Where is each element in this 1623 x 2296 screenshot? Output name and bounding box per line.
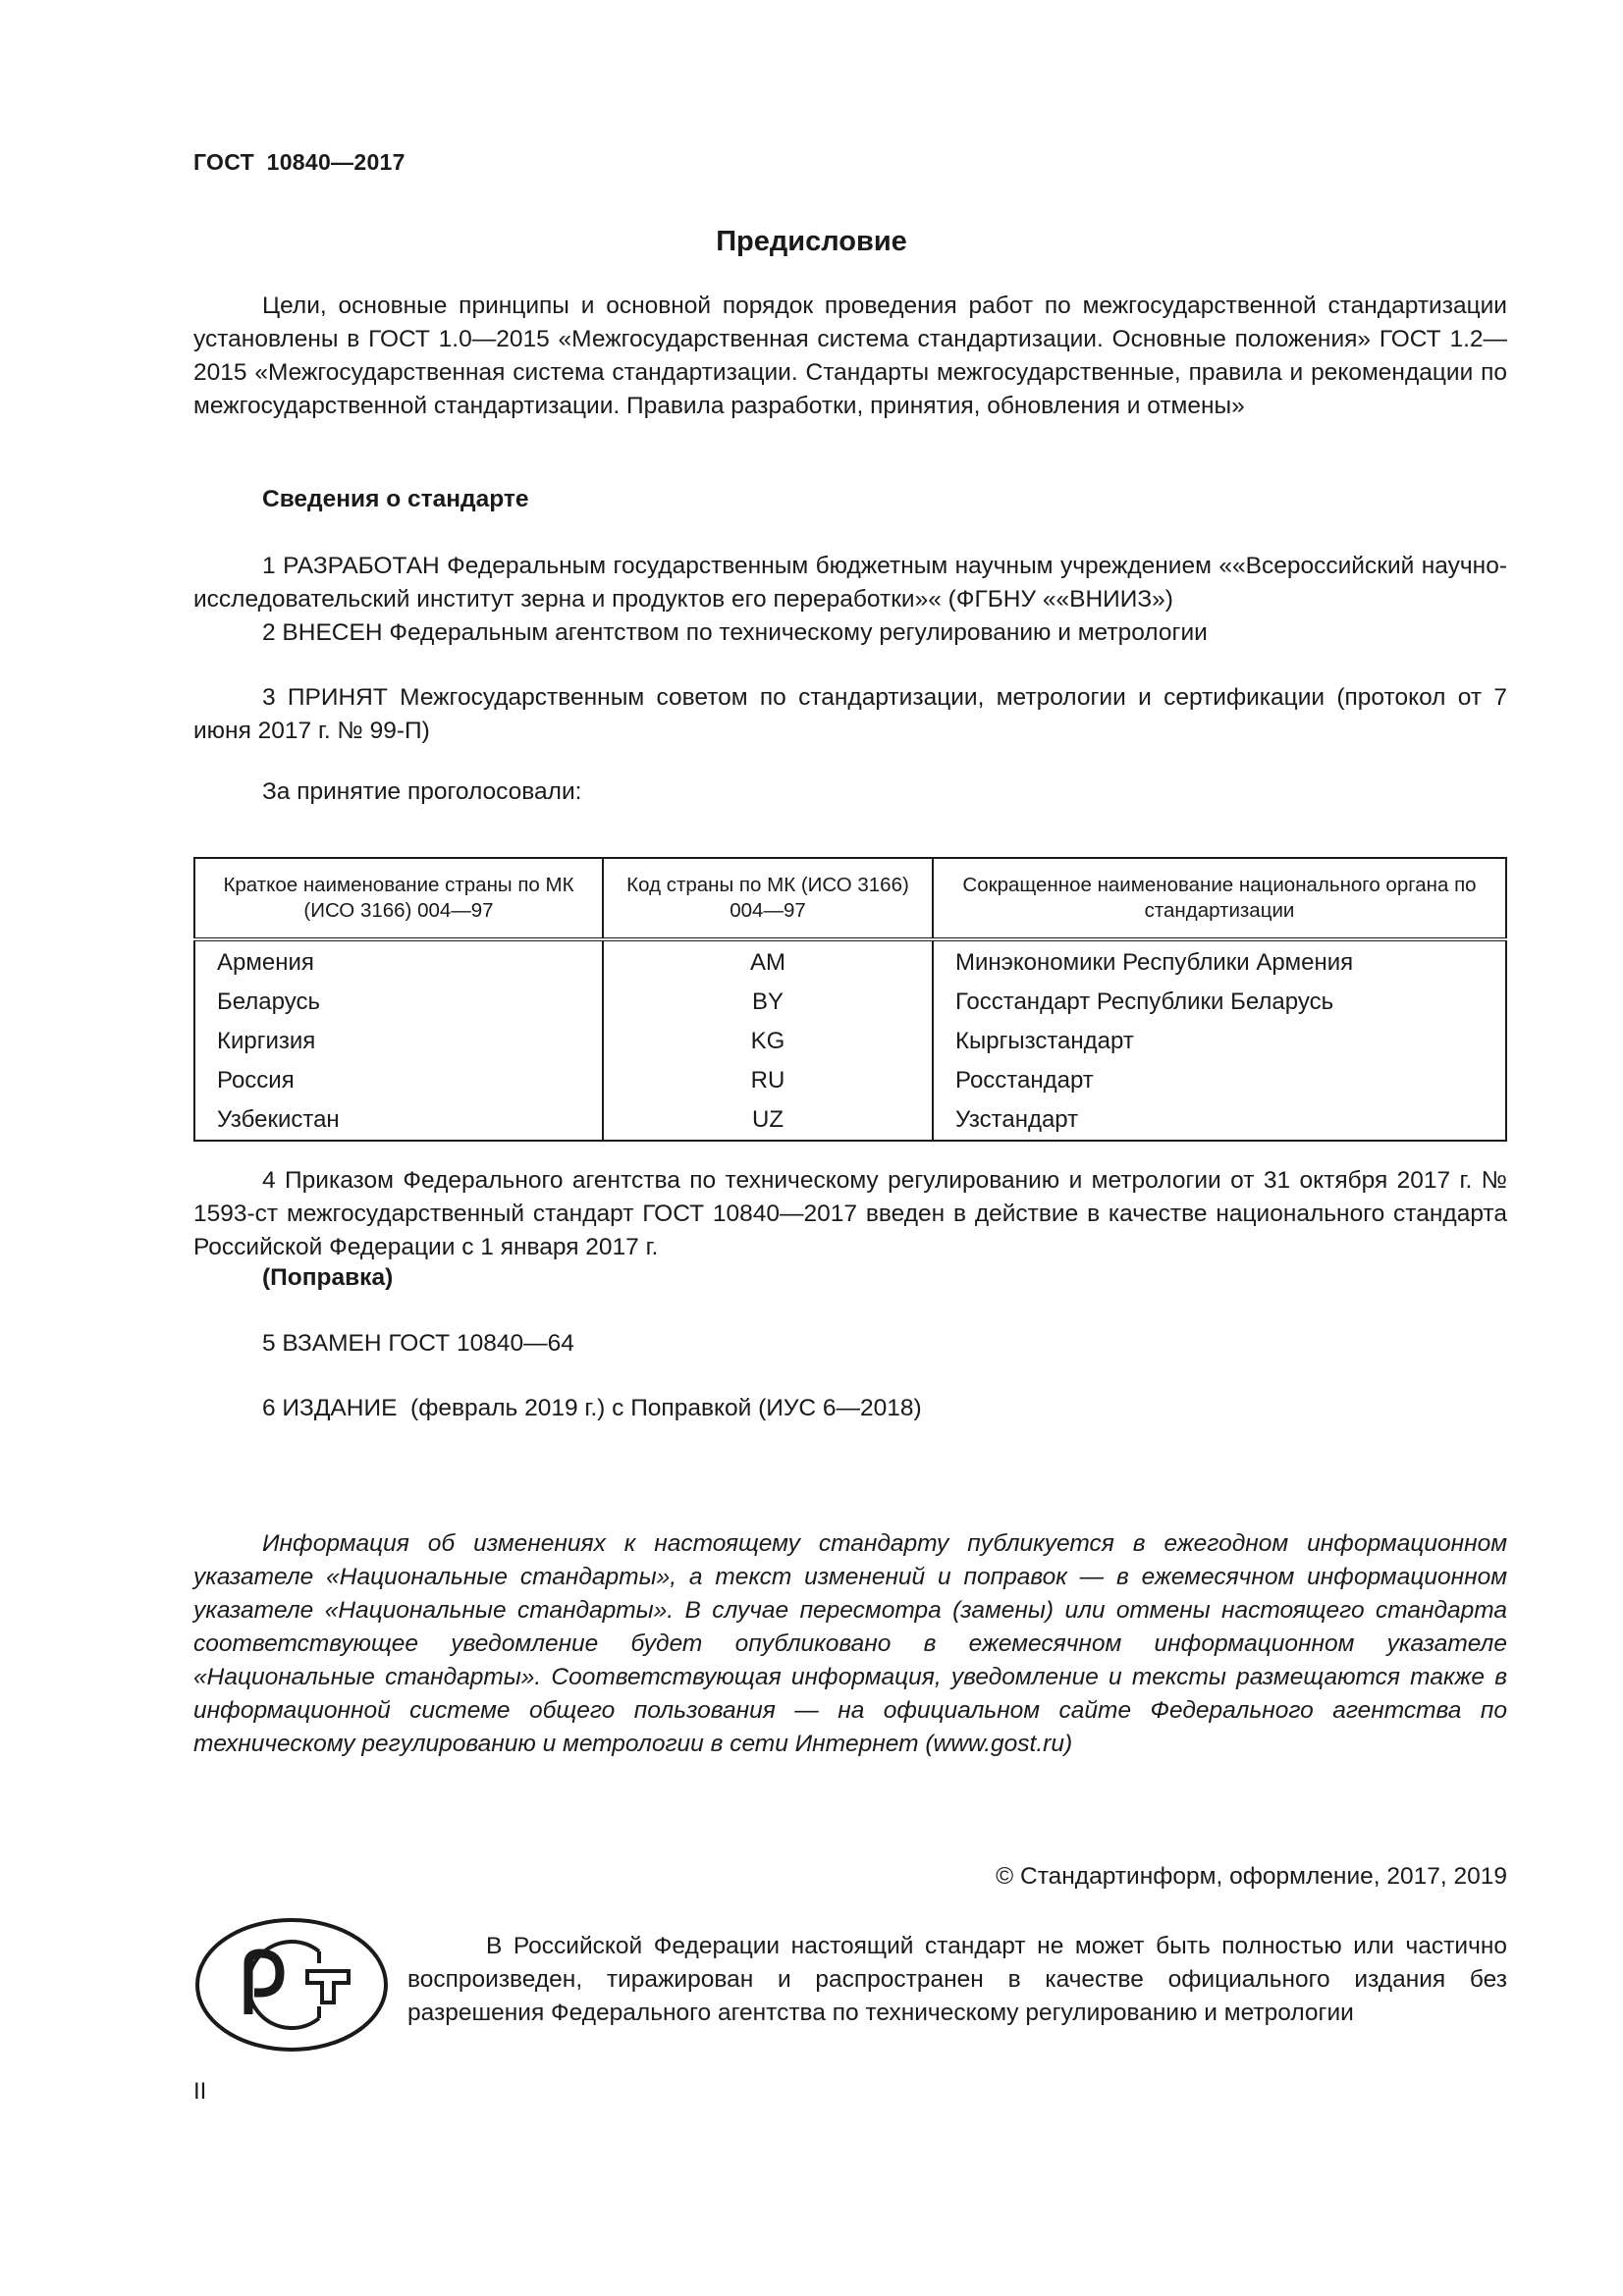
cell-country: Россия [194, 1061, 603, 1100]
standard-info-heading: Сведения о стандарте [262, 486, 529, 512]
cell-country: Беларусь [194, 983, 603, 1022]
header-national-body: Сокращенное наименование национального органа по стандартизации [933, 858, 1506, 939]
page-title: Предисловие [716, 226, 907, 257]
cell-code: AM [603, 939, 933, 983]
cell-body: Минэкономики Республики Армения [933, 939, 1506, 983]
cell-code: UZ [603, 1100, 933, 1141]
voted-label: За принятие проголосовали: [262, 778, 582, 805]
item-adopted: 3 ПРИНЯТ Межгосударственным советом по стандартизации, метрологии и сертификации (протокол от 7 июня 2017 г. № 99-П) [193, 684, 1507, 744]
item-order: 4 Приказом Федерального агентства по техническому регулированию и метрологии от 31 октября 2017 г. № 1593-ст межгосударственный стандарт ГОСТ 10840—2017 введен в действие в качестве национального стандарта Российской Федерации с 1 января 2017 г. [193, 1167, 1507, 1260]
cell-body: Госстандарт Республики Беларусь [933, 983, 1506, 1022]
copyright-line: © Стандартинформ, оформление, 2017, 2019 [996, 1863, 1507, 1890]
table-row [194, 1061, 1506, 1100]
changes-notice: Информация об изменениях к настоящему стандарту публикуется в ежегодном информационном указателе «Национальные стандарты», а текст изменений и поправок — в ежемесячном информационном указателе «Национальные стандарты». В случае пересмотра (замены) или отмены настоящего стандарта соответствующее уведомление будет опубликовано в ежемесячном информационном указателе «Национальные стандарты». Соответствующая информация, уведомление и тексты размещаются также в информационной системе общего пользования — на официальном сайте Федерального агентства по техническому регулированию и метрологии в сети Интернет (www.gost.ru) [193, 1530, 1507, 1757]
cell-country: Узбекистан [194, 1100, 603, 1141]
table-row [194, 1100, 1506, 1141]
voting-countries-table [193, 857, 1507, 1142]
table-row [194, 983, 1506, 1022]
header-country-name: Краткое наименование страны по МК (ИСО 3166) 004—97 [194, 858, 603, 939]
table-row [194, 1022, 1506, 1061]
amendment-label: (Поправка) [262, 1264, 394, 1291]
table-row [194, 939, 1506, 983]
item-submitted: 2 ВНЕСЕН Федеральным агентством по техническому регулированию и метрологии [262, 619, 1208, 646]
cell-country: Киргизия [194, 1022, 603, 1061]
document-code: ГОСТ 10840—2017 [193, 149, 406, 175]
header-country-code: Код страны по МК (ИСО 3166) 004—97 [603, 858, 933, 939]
intro-paragraph: Цели, основные принципы и основной порядок проведения работ по межгосударственной стандартизации установлены в ГОСТ 1.0—2015 «Межгосударственная система стандартизации. Основные положения» ГОСТ 1.2—2015 «Межгосударственная система стандартизации. Стандарты межгосударственные, правила и рекомендации по межгосударственной стандартизации. Правила разработки, принятия, обновления и отмены» [193, 293, 1507, 419]
item-replaces: 5 ВЗАМЕН ГОСТ 10840—64 [262, 1330, 574, 1357]
rst-certification-mark-icon [193, 1916, 390, 2054]
table-header-row [194, 858, 1506, 939]
cell-code: KG [603, 1022, 933, 1061]
cell-body: Узстандарт [933, 1100, 1506, 1141]
cell-code: RU [603, 1061, 933, 1100]
cell-body: Кыргызстандарт [933, 1022, 1506, 1061]
page-number: II [193, 2078, 207, 2105]
item-edition: 6 ИЗДАНИЕ (февраль 2019 г.) с Поправкой (ИУС 6—2018) [262, 1395, 922, 1421]
cell-code: BY [603, 983, 933, 1022]
item-developed: 1 РАЗРАБОТАН Федеральным государственным бюджетным научным учреждением ««Всероссийский научно-исследовательский институт зерна и продуктов его переработки»« (ФГБНУ ««ВНИИЗ») [193, 553, 1507, 613]
cell-country: Армения [194, 939, 603, 983]
cell-body: Росстандарт [933, 1061, 1506, 1100]
reproduction-notice: В Российской Федерации настоящий стандарт не может быть полностью или частично воспроизведен, тиражирован и распространен в качестве официального издания без разрешения Федерального агентства по техническому регулированию и метрологии [407, 1933, 1507, 2026]
